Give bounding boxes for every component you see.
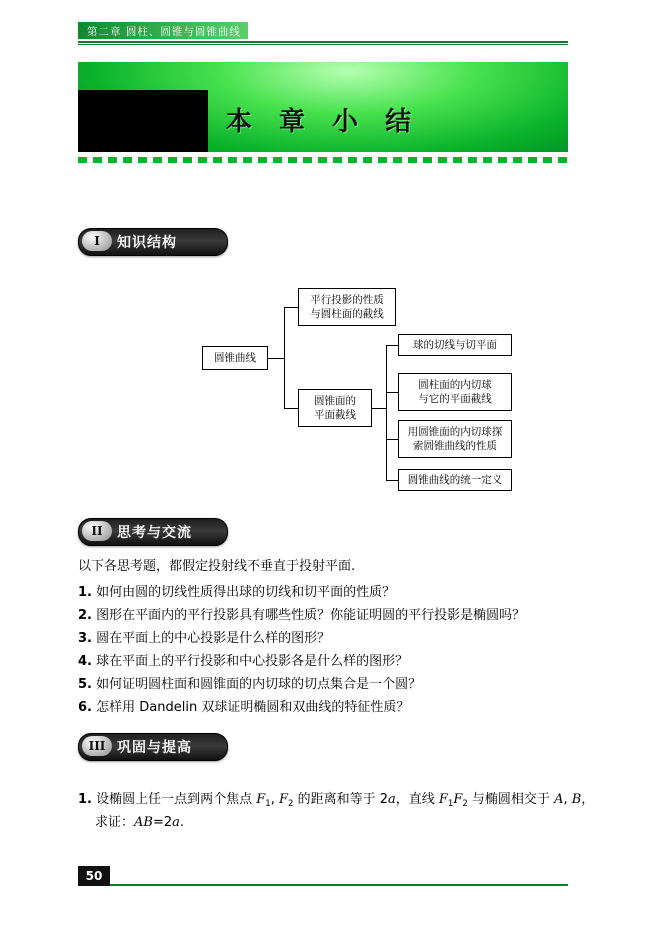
thinking-question-5-text: 如何证明圆柱面和圆锥面的内切球的切点集合是一个圆？ [96, 677, 422, 692]
thinking-question-4-num: 4. [78, 654, 92, 669]
flow-node-branch-1-line1: 平行投影的性质 [310, 294, 384, 306]
flow-node-branch-2 [298, 389, 372, 427]
thinking-question-2-text: 图形在平面内的平行投影具有哪些性质？你能证明圆的平行投影是椭圆吗？ [96, 608, 526, 623]
flow-node-leaf-2-line2: 与它的平面截线 [418, 393, 492, 405]
exercise-1-num: 1. [78, 792, 92, 807]
exercise-1-text-a: 设椭圆上任一点到两个焦点 [96, 792, 257, 807]
exercise-1-point-a: A [554, 792, 564, 807]
thinking-question-1 [78, 583, 395, 602]
flow-node-leaf-3-line1: 用圆锥面的内切球探 [407, 426, 503, 438]
flow-node-branch-2-line2: 平面截线 [314, 409, 356, 421]
exercise-1-point-b: B [571, 792, 582, 807]
section-label-2: 思考与交流 [117, 525, 192, 541]
page-number: 50 [78, 866, 110, 886]
exercise-1-line-f2: F [453, 792, 463, 807]
flow-node-leaf-3 [398, 420, 512, 458]
flow-connector-leaf-3 [386, 439, 398, 440]
thinking-question-6 [78, 698, 409, 717]
exercise-1-period: . [179, 815, 185, 830]
thinking-question-6-text: 怎样用 Dandelin 双球证明椭圆和双曲线的特征性质？ [96, 700, 410, 715]
exercise-1-comma-1: , [270, 792, 279, 807]
exercise-1-line-1 [78, 790, 594, 814]
thinking-question-2-num: 2. [78, 608, 92, 623]
section-heading-exercises [78, 733, 228, 761]
flow-connector-leaves-vertical [386, 345, 387, 480]
flow-connector-root-vertical [284, 307, 285, 408]
thinking-question-6-num: 6. [78, 700, 92, 715]
flow-connector-leaf-4 [386, 480, 398, 481]
exercise-1-line-f2-sub: 2 [462, 799, 468, 809]
banner-dashed-rule [78, 157, 568, 163]
thinking-question-1-text: 如何由圆的切线性质得出球的切线和切平面的性质？ [96, 585, 396, 600]
flow-connector-leaves [372, 408, 386, 409]
thinking-question-1-num: 1. [78, 585, 92, 600]
thinking-question-5-num: 5. [78, 677, 92, 692]
flow-node-leaf-2 [398, 373, 512, 411]
flow-node-branch-1-line2: 与圆柱面的截线 [310, 308, 384, 320]
exercise-1-f1: F [256, 792, 266, 807]
flow-node-branch-1 [298, 288, 396, 326]
thinking-intro: 以下各思考题，都假定投射线不垂直于投射平面. [78, 559, 356, 574]
exercise-1-f2: F [278, 792, 289, 807]
running-head-rule-thin [78, 44, 568, 45]
running-head-text: 第二章 圆柱、圆锥与圆锥曲线 [87, 26, 241, 38]
exercise-1-prove-label: 求证： [95, 815, 135, 830]
thinking-question-3-text: 圆在平面上的中心投影是什么样的图形？ [96, 631, 331, 646]
section-heading-knowledge-structure [78, 228, 228, 256]
thinking-question-4-text: 球在平面上的平行投影和中心投影各是什么样的图形？ [96, 654, 409, 669]
flow-connector-branch2 [284, 408, 298, 409]
exercise-1-line-f1: F [438, 792, 448, 807]
flow-node-branch-2-line1: 圆锥面的 [314, 395, 356, 407]
section-label-3: 巩固与提高 [117, 740, 192, 756]
flow-connector-leaf-2 [386, 392, 398, 393]
banner-title: 本 章 小 结 [225, 107, 421, 137]
exercise-1-line-2 [95, 813, 184, 832]
exercise-1-text-f: ， [581, 792, 595, 807]
section-numeral-badge-2: II [82, 521, 112, 541]
flow-node-leaf-4: 圆锥曲线的统一定义 [398, 469, 512, 491]
flow-connector-root [268, 358, 284, 359]
flow-connector-branch1 [284, 307, 298, 308]
thinking-question-4 [78, 652, 408, 671]
flow-connector-leaf-1 [386, 345, 398, 346]
thinking-question-3-num: 3. [78, 631, 92, 646]
running-head [78, 22, 568, 40]
exercise-1-text-c: 的距离和等于 2 [293, 792, 388, 807]
flow-node-leaf-2-line1: 圆柱面的内切球 [418, 379, 492, 391]
section-heading-thinking [78, 518, 228, 546]
chapter-summary-banner [78, 62, 568, 152]
footer-rule [110, 884, 568, 886]
exercise-1-f1-sub: 1 [265, 799, 271, 809]
thinking-question-5 [78, 675, 421, 694]
section-numeral-badge: I [82, 231, 112, 251]
thinking-question-3 [78, 629, 330, 648]
exercise-1-text-e: 与椭圆相交于 [467, 792, 555, 807]
running-head-rule [78, 41, 568, 43]
exercise-1-comma-2: , [563, 792, 572, 807]
exercise-1-a-value: a [172, 815, 180, 830]
exercise-1-eq: =2 [152, 815, 173, 830]
section-label: 知识结构 [117, 235, 177, 251]
knowledge-structure-flowchart [180, 280, 520, 495]
flow-node-leaf-3-line2: 索圆锥曲线的性质 [413, 440, 497, 452]
flow-node-root: 圆锥曲线 [202, 346, 268, 370]
section-numeral-badge-3: III [82, 736, 112, 756]
exercise-1-text-d: ，直线 [395, 792, 439, 807]
thinking-question-2 [78, 606, 525, 625]
exercise-1-a-var: a [387, 792, 396, 807]
flow-node-leaf-1: 球的切线与切平面 [398, 334, 512, 356]
exercise-1-ab: AB [134, 815, 153, 830]
exercise-1-f2-sub: 2 [288, 799, 294, 809]
exercise-1-line-f1-sub: 1 [447, 799, 454, 809]
